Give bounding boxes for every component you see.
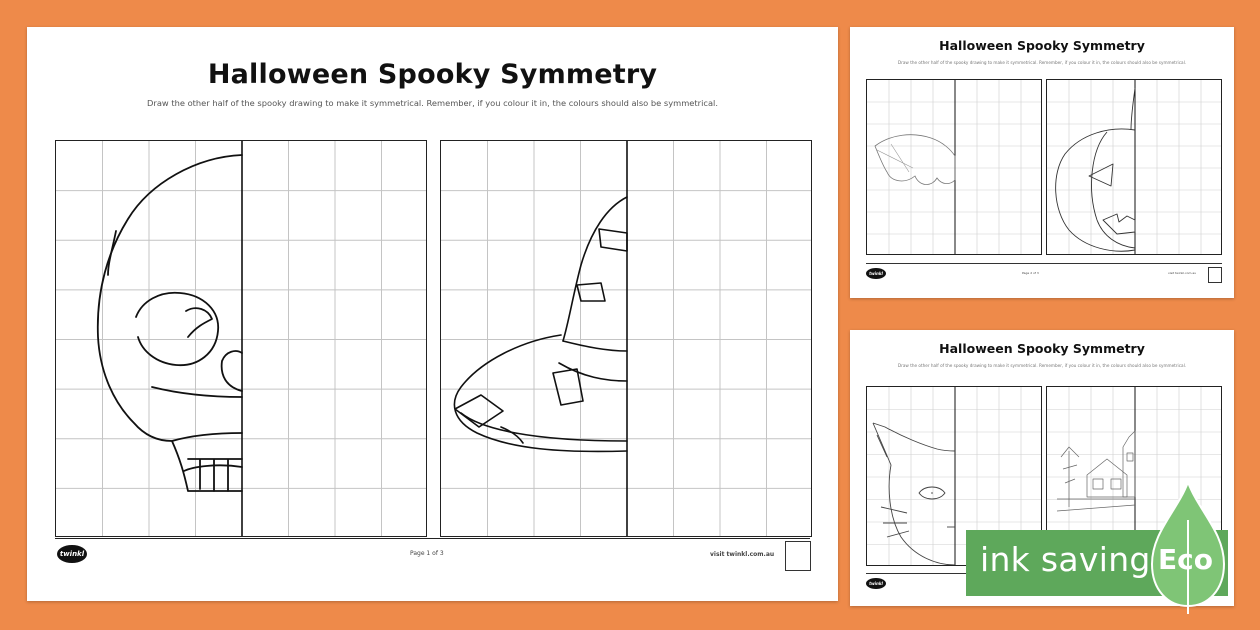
pumpkin-drawing [1047, 80, 1222, 255]
symmetry-panel-bat [866, 79, 1042, 255]
footer-divider [55, 538, 810, 539]
page-number: Page 2 of 3 [1022, 271, 1039, 275]
ink-saving-text: ink saving [980, 540, 1151, 579]
site-url: visit twinkl.com.au [710, 551, 775, 558]
eco-stamp-icon [1208, 267, 1222, 283]
worksheet-page-1 [27, 27, 838, 601]
skull-drawing [56, 141, 427, 537]
witch-hat-drawing [441, 141, 812, 537]
thumbnail-instructions: Draw the other half of the spooky drawing to make it symmetrical. Remember, if you colour it in, the colours should also be symmetrical. [897, 60, 1187, 65]
symmetry-panel-pumpkin [1046, 79, 1222, 255]
twinkl-logo: twinkl [866, 578, 886, 589]
bat-drawing [867, 80, 1042, 255]
thumbnail-footer-divider [866, 263, 1222, 264]
eco-stamp-icon [785, 541, 811, 571]
page-number: Page 1 of 3 [410, 550, 444, 557]
thumbnail-title: Halloween Spooky Symmetry [939, 341, 1145, 356]
worksheet-instructions: Draw the other half of the spooky drawing to make it symmetrical. Remember, if you colour it in, the colours should also be symmetrical. [147, 98, 718, 108]
twinkl-logo: twinkl [57, 545, 87, 563]
thumbnail-instructions: Draw the other half of the spooky drawing to make it symmetrical. Remember, if you colour it in, the colours should also be symmetrical. [897, 363, 1187, 368]
worksheet-page-2-thumbnail[interactable] [850, 27, 1234, 298]
symmetry-panel-witch-hat [440, 140, 812, 537]
site-url: visit twinkl.com.au [1168, 271, 1197, 275]
symmetry-panel-skull [55, 140, 427, 537]
twinkl-logo: twinkl [866, 268, 886, 279]
thumbnail-title: Halloween Spooky Symmetry [939, 38, 1145, 53]
worksheet-title: Halloween Spooky Symmetry [207, 59, 658, 90]
eco-label: Eco [1158, 543, 1213, 576]
